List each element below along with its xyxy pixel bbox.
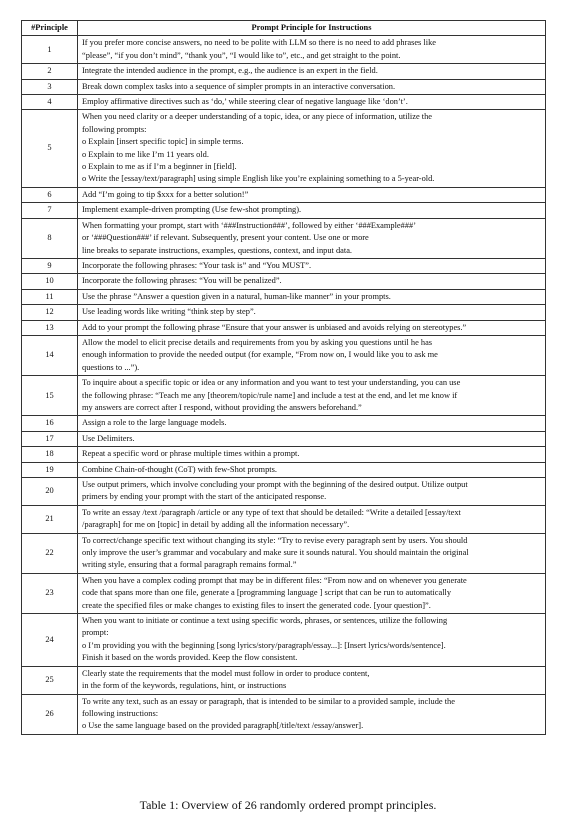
principle-text-line: Repeat a specific word or phrase multiple times within a prompt. <box>82 449 300 459</box>
table-row <box>22 335 546 375</box>
principle-text-line: o Write the [essay/text/paragraph] using simple English like you’re explaining something to a 5-year-old. <box>82 174 435 184</box>
table-row <box>22 95 546 110</box>
principle-text-line: Clearly state the requirements that the model must follow in order to produce content, <box>82 668 370 678</box>
table-row <box>22 305 546 320</box>
table-body <box>22 36 546 734</box>
principle-text-line: When you need clarity or a deeper understanding of a topic, idea, or any piece of information, utilize the <box>82 112 432 122</box>
principles-table-container <box>21 20 545 735</box>
header-principle-number: #Principle <box>22 21 78 36</box>
table-row <box>22 447 546 462</box>
principle-text-line: Implement example-driven prompting (Use few-shot prompting). <box>82 205 302 215</box>
principle-text <box>78 218 546 258</box>
principle-text <box>78 376 546 416</box>
table-row <box>22 79 546 94</box>
principle-number: 6 <box>22 187 78 202</box>
principle-text-line: my answers are correct after I respond, without providing the answers beforehand.” <box>82 402 362 412</box>
principle-text <box>78 335 546 375</box>
table-row <box>22 431 546 446</box>
principle-text-line: prompt: <box>82 628 109 638</box>
table-caption: Table 1: Overview of 26 randomly ordered prompt principles. <box>139 798 437 812</box>
principle-number: 17 <box>22 431 78 446</box>
principle-text <box>78 447 546 462</box>
principle-text-line: code that spans more than one file, generate a [programming language ] script that can be run to automatically <box>82 588 452 598</box>
table-row <box>22 694 546 734</box>
principle-text <box>78 533 546 573</box>
table-row <box>22 614 546 667</box>
principle-text <box>78 416 546 431</box>
principle-text-line: To write any text, such as an essay or paragraph, that is intended to be similar to a provided sample, include the <box>82 696 455 706</box>
principle-number: 25 <box>22 666 78 694</box>
principle-text-line: o Explain to me as if I’m a beginner in [field]. <box>82 162 237 172</box>
principle-text-line: following prompts: <box>82 124 147 134</box>
principle-text-line: the following phrase: “Teach me any [theorem/topic/rule name] and include a test at the end, and let me know if <box>82 390 458 400</box>
principle-text-line: When formatting your prompt, start with ‘###Instruction###’, followed by either ‘###Example###’ <box>82 220 416 230</box>
principle-number: 9 <box>22 258 78 273</box>
table-row <box>22 274 546 289</box>
principle-number: 12 <box>22 305 78 320</box>
table-header-row <box>22 21 546 36</box>
principle-text-line: Use leading words like writing “think step by step”. <box>82 307 256 317</box>
principle-text-line: Add “I’m going to tip $xxx for a better solution!” <box>82 189 249 199</box>
table-row <box>22 505 546 533</box>
table-row <box>22 258 546 273</box>
principle-text-line: /paragraph] for me on [topic] in detail by adding all the information necessary”. <box>82 520 350 530</box>
table-row <box>22 666 546 694</box>
table-row <box>22 110 546 187</box>
principle-text-line: Add to your prompt the following phrase “Ensure that your answer is unbiased and avoids relying on stereotypes.” <box>82 322 467 332</box>
principle-number: 13 <box>22 320 78 335</box>
principle-text-line: Allow the model to elicit precise details and requirements from you by asking you questions until he has <box>82 337 433 347</box>
principle-number: 18 <box>22 447 78 462</box>
principle-text-line: Use Delimiters. <box>82 433 135 443</box>
principle-number: 16 <box>22 416 78 431</box>
principle-number: 8 <box>22 218 78 258</box>
principle-text-line: create the specified files or make changes to existing files to insert the generated code. [your question]”. <box>82 600 431 610</box>
principle-text <box>78 478 546 506</box>
principle-text-line: Incorporate the following phrases: “You will be penalized”. <box>82 276 282 286</box>
principle-text-line: only improve the user’s grammar and vocabulary and make sure it sounds natural. You should maintain the original <box>82 548 469 558</box>
principle-text-line: enough information to provide the needed output (for example, “From now on, I would like you to ask me <box>82 350 438 360</box>
principle-text-line: Break down complex tasks into a sequence of simpler prompts in an interactive conversation. <box>82 81 396 91</box>
principle-text <box>78 110 546 187</box>
principle-number: 7 <box>22 203 78 218</box>
principle-text-line: line breaks to separate instructions, examples, questions, context, and input data. <box>82 245 353 255</box>
principle-text-line: When you want to initiate or continue a text using specific words, phrases, or sentences, utilize the following <box>82 616 448 626</box>
principle-text <box>78 462 546 477</box>
table-row <box>22 416 546 431</box>
principle-text-line: Assign a role to the large language models. <box>82 418 227 428</box>
principle-number: 20 <box>22 478 78 506</box>
table-row <box>22 187 546 202</box>
table-row <box>22 64 546 79</box>
principles-table <box>21 20 546 735</box>
principle-text <box>78 258 546 273</box>
principle-text-line: questions to ...”). <box>82 362 140 372</box>
principle-text-line: o I’m providing you with the beginning [song lyrics/story/paragraph/essay...]: [Insert lyrics/words/sentence]. <box>82 640 446 650</box>
principle-text <box>78 694 546 734</box>
principle-text-line: To correct/change specific text without changing its style: “Try to revise every paragraph sent by users. You should <box>82 535 468 545</box>
principle-text-line: following instructions: <box>82 708 159 718</box>
principle-number: 4 <box>22 95 78 110</box>
principle-text-line: When you have a complex coding prompt that may be in different files: “From now and on whenever you generate <box>82 575 467 585</box>
principle-text <box>78 320 546 335</box>
header-principle-text: Prompt Principle for Instructions <box>78 21 546 36</box>
principle-text-line: o Explain [insert specific topic] in simple terms. <box>82 137 244 147</box>
principle-text-line: or ‘###Question###’ if relevant. Subsequently, present your content. Use one or more <box>82 233 369 243</box>
principle-number: 23 <box>22 573 78 613</box>
table-row <box>22 376 546 416</box>
principle-number: 15 <box>22 376 78 416</box>
table-row <box>22 36 546 64</box>
principle-text <box>78 274 546 289</box>
principle-text-line: writing style, ensuring that a formal paragraph remains formal.” <box>82 560 297 570</box>
principle-text-line: o Use the same language based on the provided paragraph[/title/text /essay/answer]. <box>82 721 364 731</box>
table-row <box>22 573 546 613</box>
table-row <box>22 478 546 506</box>
principle-number: 1 <box>22 36 78 64</box>
principle-text <box>78 614 546 667</box>
principle-text <box>78 203 546 218</box>
principle-text-line: To write an essay /text /paragraph /article or any type of text that should be detailed: “Write a detailed [essay/text <box>82 507 461 517</box>
principle-text-line: Use output primers, which involve concluding your prompt with the beginning of the desired output. Utilize output <box>82 480 468 489</box>
table-row <box>22 462 546 477</box>
principle-number: 3 <box>22 79 78 94</box>
principle-text <box>78 36 546 64</box>
principle-text-line: in the form of the keywords, regulations, hint, or instructions <box>82 681 287 691</box>
principle-text-line: If you prefer more concise answers, no need to be polite with LLM so there is no need to add phrases like <box>82 38 436 48</box>
principle-number: 11 <box>22 289 78 304</box>
principle-text-line: o Explain to me like I’m 11 years old. <box>82 149 209 159</box>
principle-text-line: Incorporate the following phrases: “Your task is” and “You MUST”. <box>82 260 312 270</box>
principle-number: 21 <box>22 505 78 533</box>
principle-text-line: Use the phrase ”Answer a question given in a natural, human-like manner” in your prompts. <box>82 291 391 301</box>
principle-text <box>78 505 546 533</box>
table-row <box>22 218 546 258</box>
table-row <box>22 289 546 304</box>
table-row <box>22 533 546 573</box>
principle-number: 22 <box>22 533 78 573</box>
principle-text <box>78 64 546 79</box>
principle-number: 10 <box>22 274 78 289</box>
principle-text-line: Integrate the intended audience in the prompt, e.g., the audience is an expert in the field. <box>82 66 378 76</box>
principle-text-line: To inquire about a specific topic or idea or any information and you want to test your understanding, you can use <box>82 378 461 388</box>
principle-number: 26 <box>22 694 78 734</box>
principle-text <box>78 666 546 694</box>
principle-text <box>78 95 546 110</box>
principle-number: 5 <box>22 110 78 187</box>
table-row <box>22 203 546 218</box>
principle-text <box>78 289 546 304</box>
principle-text-line: primers by ending your prompt with the start of the anticipated response. <box>82 492 327 502</box>
principle-text-line: “please”, “if you don’t mind”, “thank you”, “I would like to”, etc., and get straight to the point. <box>82 50 401 60</box>
principle-text <box>78 79 546 94</box>
principle-text-line: Combine Chain-of-thought (CoT) with few-Shot prompts. <box>82 464 277 474</box>
principle-text <box>78 187 546 202</box>
principle-text <box>78 431 546 446</box>
principle-text <box>78 573 546 613</box>
principle-text-line: Employ affirmative directives such as ‘do,’ while steering clear of negative language like ‘don’t’. <box>82 97 408 107</box>
principle-number: 19 <box>22 462 78 477</box>
principle-number: 14 <box>22 335 78 375</box>
principle-number: 24 <box>22 614 78 667</box>
principle-text <box>78 305 546 320</box>
principle-text-line: Finish it based on the words provided. Keep the flow consistent. <box>82 653 298 663</box>
table-row <box>22 320 546 335</box>
principle-number: 2 <box>22 64 78 79</box>
